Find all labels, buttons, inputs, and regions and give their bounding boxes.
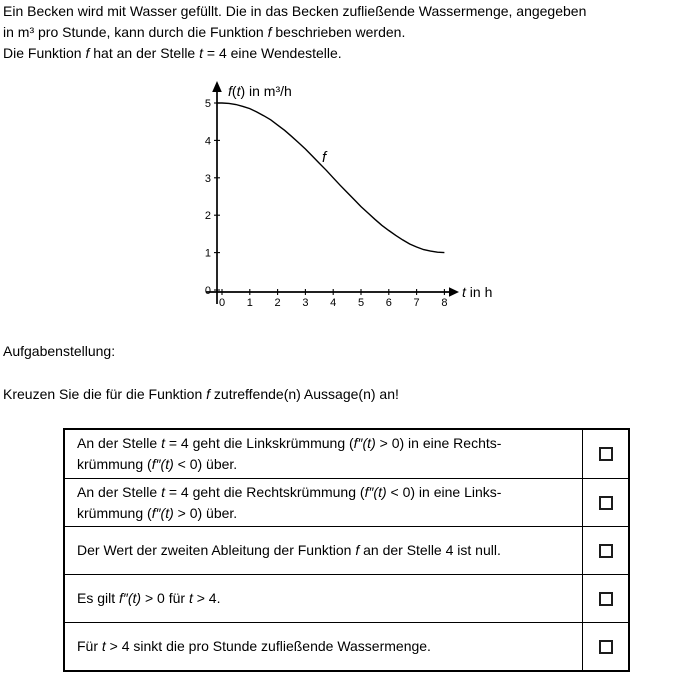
y-tick-label: 4 <box>204 135 211 148</box>
instruction-text: Kreuzen Sie die für die Funktion f zutreffende(n) Aussage(n) an! <box>3 386 399 402</box>
flow-rate-chart <box>185 80 495 315</box>
statement-text: An der Stelle t = 4 geht die Linkskrümmung (f″(t) > 0) in eine Rechts- krümmung (f″(t) < 0) über. <box>77 435 502 472</box>
checkbox-cell <box>582 623 628 670</box>
intro-paragraph <box>3 1 681 64</box>
table-row <box>65 574 628 622</box>
statement-text: An der Stelle t = 4 geht die Rechtskrümmung (f″(t) < 0) in eine Links- krümmung (f″(t) > 0) über. <box>77 483 502 521</box>
y-tick-label: 2 <box>204 210 211 223</box>
statement-cell <box>65 623 582 670</box>
table-row <box>65 430 628 478</box>
section-heading: Aufgabenstellung: <box>3 343 116 359</box>
x-tick-label: 1 <box>246 297 253 309</box>
checkbox-cell <box>582 575 628 622</box>
y-tick-label: 0 <box>204 285 211 297</box>
checkbox[interactable] <box>599 447 613 461</box>
table-row <box>65 622 628 670</box>
statement-cell <box>65 527 582 574</box>
x-tick-label: 4 <box>330 297 337 309</box>
statement-cell <box>65 479 582 526</box>
intro-line: Ein Becken wird mit Wasser gefüllt. Die in das Becken zufließende Wassermenge, angegeben <box>3 3 587 19</box>
statement-text: Es gilt f″(t) > 0 für t > 4. <box>77 590 221 606</box>
checkbox-cell <box>582 479 628 526</box>
x-tick-label: 7 <box>413 297 420 309</box>
statement-text: Für t > 4 sinkt die pro Stunde zufließende Wassermenge. <box>77 638 431 654</box>
flow-curve <box>217 103 444 253</box>
statement-text: Der Wert der zweiten Ableitung der Funktion f an der Stelle 4 ist null. <box>77 542 501 558</box>
x-tick-label: 2 <box>274 297 281 309</box>
curve-label: f <box>322 149 327 166</box>
x-tick-label: 3 <box>302 297 309 309</box>
x-tick-label: 6 <box>385 297 392 309</box>
checkbox[interactable] <box>599 544 613 558</box>
statements-table <box>63 428 630 672</box>
x-axis-arrow <box>449 287 459 297</box>
intro-line: in m³ pro Stunde, kann durch die Funktion f beschrieben werden. <box>3 24 406 40</box>
x-tick-label: 5 <box>357 297 365 309</box>
checkbox[interactable] <box>599 592 613 606</box>
y-axis-arrow <box>212 81 222 92</box>
y-axis-title: f(t) in m³/h <box>228 83 292 99</box>
y-tick-label: 3 <box>204 172 211 185</box>
chart-container <box>185 80 495 315</box>
statement-cell <box>65 575 582 622</box>
table-row <box>65 526 628 574</box>
table-row <box>65 478 628 526</box>
intro-line: Die Funktion f hat an der Stelle t = 4 eine Wendestelle. <box>3 45 342 61</box>
checkbox[interactable] <box>599 496 613 510</box>
x-tick-label: 0 <box>218 297 226 309</box>
x-axis-title: t in h <box>462 284 493 300</box>
y-tick-label: 1 <box>204 247 211 260</box>
statement-cell <box>65 430 582 478</box>
y-tick-label: 5 <box>204 98 211 110</box>
x-tick-label: 8 <box>441 297 448 309</box>
checkbox[interactable] <box>599 640 613 654</box>
checkbox-cell <box>582 527 628 574</box>
checkbox-cell <box>582 430 628 478</box>
